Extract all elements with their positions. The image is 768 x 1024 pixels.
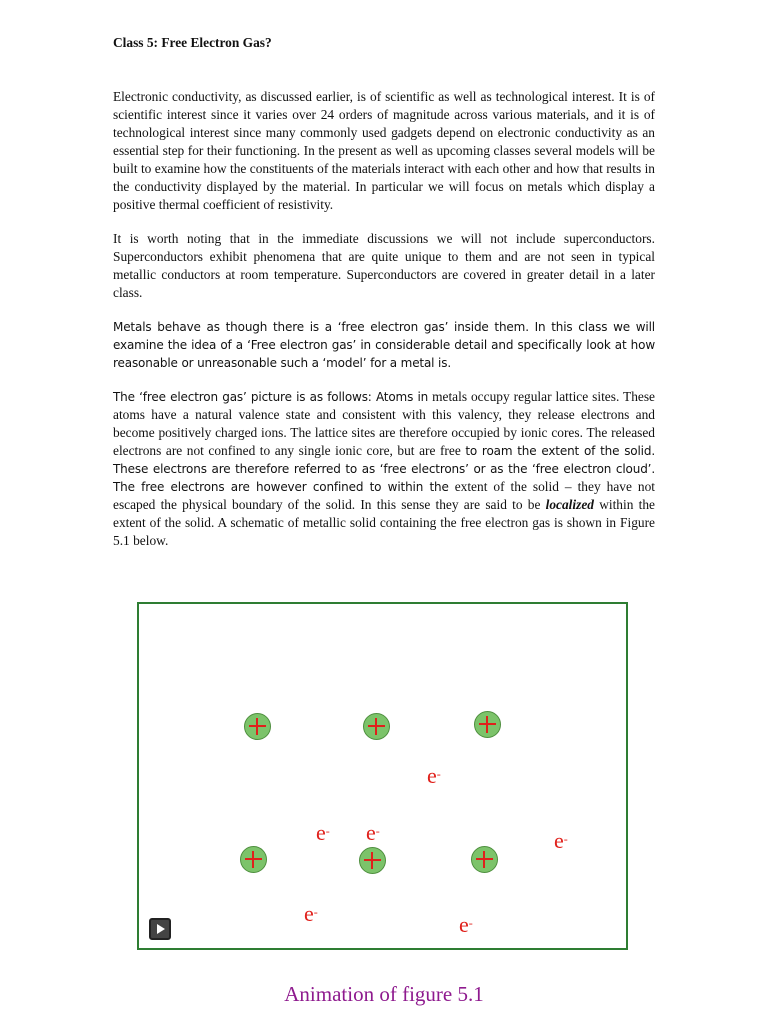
positive-ion-icon (471, 846, 498, 873)
text-segment: to roam the extent of the solid. These electrons are therefore referred to as ‘free electrons’ or as the ‘free electron cloud’. The free electrons are however confined to within the (113, 444, 655, 494)
positive-ion-icon (240, 846, 267, 873)
text-segment: The ‘free electron gas’ picture is as follows: Atoms in (113, 390, 429, 404)
text-segment: metals occupy regular lattice sites. These atoms have a natural valence state and consistent with this valency, they release electrons and become positively charged ions. The lattice sites are therefore occupied by ionic cores. The released electrons are not confined to any single ionic core, but are free (113, 389, 655, 458)
figure-free-electron-gas (137, 602, 628, 950)
document-page (113, 34, 655, 566)
paragraph-conductivity: Electronic conductivity, as discussed earlier, is of scientific as well as technological interest. It is of scientific interest since it varies over 24 orders of magnitude across various materials, and it is of technological interest since many commonly used gadgets depend on electronic conductivity as an essential step for their functioning. In the present as well as upcoming classes several models will be built to examine how the constituents of the materials interact with each other and how that results in the conductivity displayed by the material. In particular we will focus on metals which display a positive thermal coefficient of resistivity. (113, 89, 655, 212)
paragraph-free-electron-picture (113, 388, 655, 550)
paragraph-metals-electron-gas: Metals behave as though there is a ‘free electron gas’ inside them. In this class we will examine the idea of a ‘Free electron gas’ in considerable detail and specifically look at how reasonable or unreasonable such a ‘model’ for a metal is. (113, 320, 655, 370)
electron-label: e- (366, 820, 380, 845)
figure-caption-link[interactable]: Animation of figure 5.1 (284, 982, 484, 1006)
document-title: Class 5: Free Electron Gas? (113, 35, 272, 50)
text-segment: within the extent of the solid. A schematic of metallic solid containing the free electron gas is shown in Figure 5.1 below. (113, 497, 655, 548)
electron-label: e- (427, 763, 441, 788)
play-animation-button[interactable] (149, 918, 171, 940)
paragraph-superconductors: It is worth noting that in the immediate discussions we will not include superconductors. Superconductors exhibit phenomena that are quite unique to them and are not seen in typical metallic conductors at room temperature. Superconductors are covered in greater detail in a later class. (113, 231, 655, 300)
positive-ion-icon (359, 847, 386, 874)
electron-label: e- (316, 820, 330, 845)
electron-label: e- (554, 828, 568, 853)
positive-ion-icon (474, 711, 501, 738)
emphasis-localized: localized (545, 497, 594, 512)
positive-ion-icon (244, 713, 271, 740)
text-segment: extent of the solid – they have not escaped the physical boundary of the solid. In this sense they are said to be (113, 479, 655, 512)
positive-ion-icon (363, 713, 390, 740)
electron-label: e- (304, 901, 318, 926)
electron-label: e- (459, 912, 473, 937)
